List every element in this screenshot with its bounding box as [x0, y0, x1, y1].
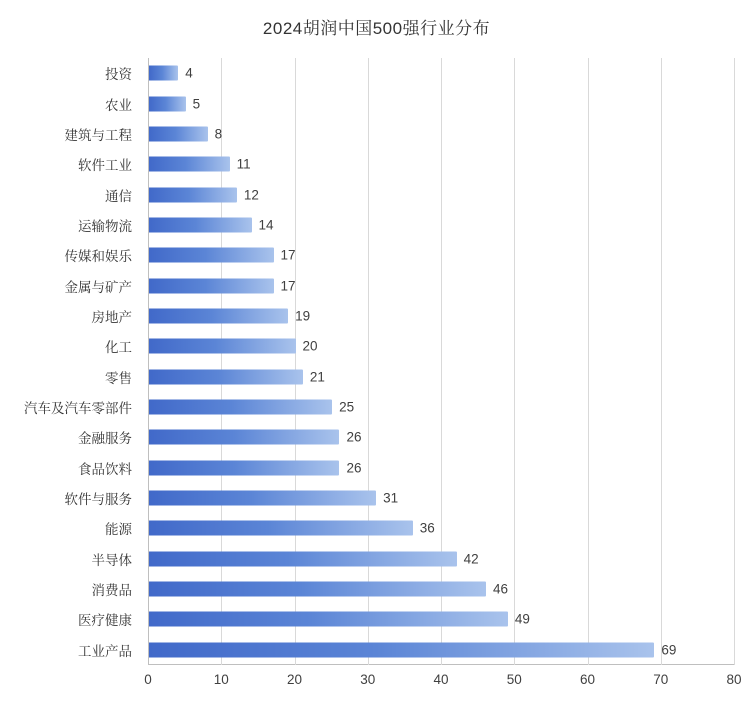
y-axis-category-labels [0, 58, 140, 665]
x-axis-tick-label: 20 [286, 672, 303, 687]
bar [149, 308, 288, 323]
bar-row [148, 210, 734, 240]
x-axis-tick-label: 60 [579, 672, 596, 687]
bar-row [148, 513, 734, 543]
bar [149, 551, 457, 566]
y-axis-tick-label: 建筑与工程 [64, 127, 132, 143]
y-axis-tick-label: 食品饮料 [78, 461, 132, 477]
x-axis-tick-label: 10 [213, 672, 229, 687]
y-axis-tick-label: 医疗健康 [78, 613, 132, 629]
bar-row [148, 635, 734, 665]
bar [149, 460, 339, 475]
bar-row [148, 574, 734, 604]
bar [149, 612, 508, 627]
chart-title: 2024胡润中国500强行业分布 [262, 19, 491, 38]
bar-row [148, 604, 734, 634]
bar-value-label: 19 [295, 308, 311, 324]
bar-value-label: 14 [258, 217, 274, 233]
bar-value-label: 4 [185, 65, 193, 81]
y-axis-tick-label: 消费品 [91, 583, 132, 599]
bar [149, 582, 486, 597]
bar-row [148, 483, 734, 513]
bar-value-label: 26 [346, 429, 362, 445]
bar [149, 217, 252, 232]
bar [149, 339, 296, 354]
bar [149, 66, 178, 81]
bar [149, 126, 208, 141]
bar-row [148, 362, 734, 392]
bar-row [148, 422, 734, 452]
bar [149, 491, 376, 506]
y-axis-tick-label: 传媒和娱乐 [64, 249, 132, 265]
y-axis-tick-label: 农业 [105, 97, 132, 113]
y-axis-tick-label: 运输物流 [78, 218, 132, 234]
gridline [734, 58, 735, 665]
x-axis-tick-label: 50 [506, 672, 522, 687]
bar-value-label: 21 [309, 369, 325, 385]
bar [149, 642, 654, 657]
bar [149, 400, 332, 415]
bar-value-label: 17 [280, 247, 296, 263]
bar-row [148, 240, 734, 270]
y-axis-tick-label: 金属与矿产 [64, 279, 132, 295]
bar-value-label: 36 [419, 520, 435, 536]
x-axis-tick-label: 0 [144, 672, 152, 687]
bar [149, 430, 339, 445]
bar-row [148, 544, 734, 574]
y-axis-tick-label: 工业产品 [78, 643, 132, 659]
x-axis-tick-label: 80 [726, 672, 742, 687]
bar-value-label: 31 [383, 490, 399, 506]
y-axis-tick-label: 化工 [105, 340, 132, 356]
bar-value-label: 11 [236, 156, 251, 172]
x-axis-tick-label: 70 [653, 672, 669, 687]
x-axis-tick-label: 40 [433, 672, 449, 687]
y-axis-tick-label: 汽车及汽车零部件 [24, 401, 132, 417]
y-axis-tick-label: 投资 [105, 67, 132, 83]
bar-value-label: 69 [661, 642, 677, 658]
bar [149, 369, 303, 384]
bar-value-label: 42 [463, 551, 479, 567]
y-axis-tick-label: 软件与服务 [64, 492, 132, 508]
bar [149, 278, 274, 293]
y-axis-tick-label: 半导体 [91, 552, 132, 568]
bar-row [148, 331, 734, 361]
y-axis-tick-label: 房地产 [91, 309, 132, 325]
bar-value-label: 5 [192, 96, 201, 112]
bar-row [148, 119, 734, 149]
bar-value-label: 20 [302, 338, 318, 354]
y-axis-tick-label: 零售 [105, 370, 132, 386]
bar-row [148, 179, 734, 209]
bar [149, 96, 186, 111]
bar-row [148, 453, 734, 483]
x-axis-tick-label: 30 [360, 672, 376, 687]
bar-row [148, 301, 734, 331]
y-axis-tick-label: 能源 [105, 522, 132, 538]
plot-area [148, 58, 734, 665]
bar-value-label: 46 [492, 581, 508, 597]
bar-value-label: 12 [243, 187, 259, 203]
y-axis-tick-label: 通信 [105, 188, 132, 204]
bar-row [148, 58, 734, 88]
bar-value-label: 26 [346, 460, 362, 476]
bar-row [148, 149, 734, 179]
bar [149, 248, 274, 263]
bar-value-label: 25 [339, 399, 355, 415]
bar-row [148, 270, 734, 300]
bar [149, 157, 230, 172]
bar-value-label: 8 [214, 126, 223, 142]
bar-row [148, 392, 734, 422]
bar-row [148, 88, 734, 118]
y-axis-tick-label: 软件工业 [78, 158, 132, 174]
bar-value-label: 17 [280, 278, 296, 294]
bar [149, 187, 237, 202]
bar-value-label: 49 [514, 611, 530, 627]
bar [149, 521, 413, 536]
y-axis-tick-label: 金融服务 [78, 431, 132, 447]
